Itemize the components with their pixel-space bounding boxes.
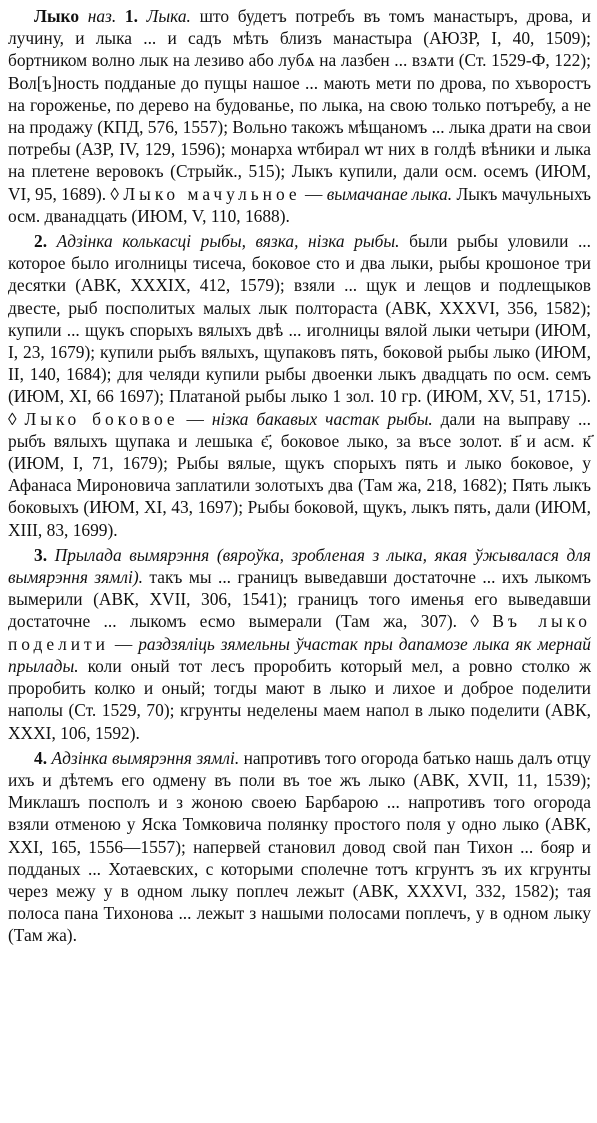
phrase-citations: дали на выправу ... рыбъ вялыхъ щупака и лешыка є҃, боковое лыко, за въсе золот. в҃ и асм. к҃ (ИЮМ, І, 71, 1679); Рыбы вялые, щукъ спорыхъ пять и лыко боковое, у Афанаса Мироновича заплатили золотыхъ два (Там жа, 218, 1682); Пять лыкъ боковыхъ (ИЮМ, XI, 43, 1697); Рыбы боковой, щукъ, лыкъ пять, дали (ИЮМ, XIII, 83, 1699). bbox=[8, 408, 591, 540]
sense-definition: Адзінка вымярэння зямлі. bbox=[51, 747, 240, 768]
phrase-definition: вымачанае лыка. bbox=[326, 183, 453, 204]
phrase-dash: — bbox=[300, 183, 327, 204]
phrase-dash: — bbox=[178, 408, 212, 429]
phrase-headword: Лыко боковое bbox=[24, 408, 179, 429]
headword: Лыко bbox=[34, 6, 80, 26]
sense-definition: Адзінка колькасці рыбы, вязка, нізка рыбы. bbox=[56, 231, 400, 252]
sense-definition: Прылада вымярэння (вяроўка, зробленая з лыка, якая ўжывалася для вымярэння зямлі). bbox=[8, 544, 591, 588]
sense-1 bbox=[8, 5, 591, 227]
sense-citations: напротивъ того огорода батько нашь далъ отцу ихъ и дѣтемъ его одмену въ поли въ тое жъ лыко (АВК, XVII, 11, 1539); Миклашъ посполъ и з жоною своею Барбарою ... напротивъ того огорода взяли отменою у Яска Томковича полянку простого поля у одно лыко (АВК, XXI, 165, 1556—1557); напервей становил довод свой пан Тихон ... бояр и подданых ... Хотаевских, с которыми сполечне тотъ кгрунтъ зъ их кгрунты через межу у в одном лыку поплеч лежыт (АВК, XXXVI, 332, 1582); тая полоса пана Тихонова ... лежыт з нашыми полосами поплечъ, у в одном лыку (Там жа). bbox=[8, 747, 591, 946]
sense-2 bbox=[8, 230, 591, 541]
sense-number: 2. bbox=[34, 231, 48, 252]
phrase-dash: — bbox=[108, 633, 139, 654]
part-of-speech: наз. bbox=[87, 6, 117, 26]
sense-citations: были рыбы уловили ... которое было иголницы тисеча, боковое сто и два лыки, рыбы крошоное три десятки (АВК, XXXIX, 412, 1579); взяли ... щук и лещов и подлещыков двесте, рыб посполитых малых лык полтораста (АВК, XXXVI, 356, 1582); купили ... щукъ спорыхъ вялыхъ двѣ ... иголницы вялой лыки четыри (ИЮМ, І, 23, 1679); купили рыбъ вялыхъ, щупаковъ пять, боковой рыбы лыко (ИЮМ, II, 140, 1684); для челяди купили рыбы двоенки лыкъ двадцать по осм. семъ (ИЮМ, XI, 66 1697); Платаной рыбы лыко 1 зол. 10 гр. (ИЮМ, XV, 51, 1715). ◊ bbox=[8, 231, 591, 429]
sense-3 bbox=[8, 544, 591, 744]
sense-number: 4. bbox=[34, 747, 48, 768]
sense-number: 1. bbox=[124, 6, 138, 26]
phrase-headword: Въ лыко поделити bbox=[8, 611, 591, 654]
phrase-definition: раздзяліць зямельны ўчастак пры дапамозе лыка як мернай прылады. bbox=[8, 633, 591, 676]
sense-citations: такъ мы ... границъ выведавши достаточне ... ихъ лыкомъ вымерили (АВК, XVII, 306, 1541); границъ того именья его выведавши достаточне ... лыкомъ есмо вымерали (Там жа, 307). ◊ bbox=[8, 567, 592, 632]
phrase-citations: коли оный тот лесъ проробить который мел, а ровно столко ж проробить колко и оный; тогды мают в лыко и лихое и доброе поделити наполы (Ст. 1529, 70); кгрунты неделены маем напол в лыко поделити (АВК, XXXI, 106, 1592). bbox=[8, 655, 591, 743]
sense-4 bbox=[8, 747, 591, 947]
sense-number: 3. bbox=[34, 544, 48, 565]
sense-citations: што будетъ потребъ въ томъ манастыръ, дрова, и лучину, и лыка ... и садъ мѣть близъ манастыра (АЮЗР, І, 40, 1509); бортником волно лык на лезиво або лубѧ на лазбен ... взѧти (Ст. 1529-Ф, 122); Вол[ъ]ность подданые до пущы нашое ... мають мети по дрова, по хъворостъ на гороженье, по дерево на будованье, по лыка, на свою только потъребу, а не на продажу (КПД, 576, 1557); Вольно такожъ мѣщаномъ ... лыка драти на свои потребы (АЗР, IV, 129, 1596); монарха ѡтбирал ѡт них в голдѣ вѣники и лыка на плетене веровокъ (Стрыйк., 515); Лыкъ купили, дали осм. осемъ (ИЮМ, VI, 95, 1689). ◊ bbox=[8, 6, 591, 204]
phrase-citations: Лыкъ мачульныхъ осм. дванадцать (ИЮМ, V, 110, 1688). bbox=[8, 183, 591, 226]
sense-definition: Лыка. bbox=[146, 6, 191, 26]
phrase-headword: Лыко мачульное bbox=[123, 183, 301, 204]
phrase-definition: нізка бакавых частак рыбы. bbox=[211, 408, 433, 429]
